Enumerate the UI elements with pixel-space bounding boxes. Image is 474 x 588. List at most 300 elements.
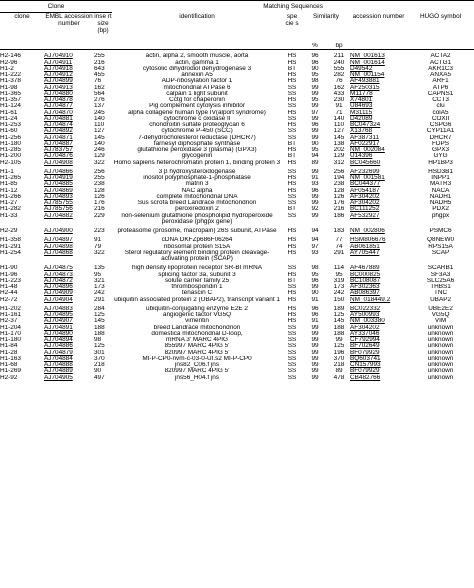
embl-accession-link[interactable]: AJ704913 <box>44 84 73 91</box>
clone-cell: H1-1 <box>0 168 14 175</box>
embl-accession-link[interactable]: AJ704882 <box>44 212 73 219</box>
insert-size-cell: 188 <box>94 324 105 331</box>
percent-cell: 99 <box>311 84 319 91</box>
species-cell: HS <box>287 159 297 166</box>
hugo-symbol-cell: ACTG1 <box>429 59 452 66</box>
bp-cell: 140 <box>333 115 345 122</box>
insert-size-cell: 216 <box>94 59 105 66</box>
hugo-symbol-cell: VIM <box>434 318 447 325</box>
hugo-symbol-cell: SLC25A6 <box>426 277 455 284</box>
bp-cell: 110 <box>333 122 345 128</box>
accession-link[interactable]: NM_002806 <box>350 228 385 234</box>
embl-accession-link[interactable]: AJ704888 <box>44 362 73 368</box>
species-cell: HS <box>287 181 297 188</box>
identification-cell: cDNA DKFZp686F06264 <box>161 237 233 244</box>
accession-link[interactable]: AF304202 <box>350 193 380 200</box>
embl-accession-link[interactable]: AJ704866 <box>44 168 73 175</box>
bp-cell: 186 <box>333 212 345 219</box>
bp-cell: 89 <box>335 368 343 375</box>
accession-link[interactable]: D49542 <box>350 65 373 72</box>
species-cell: HS <box>287 312 297 318</box>
species-cell: SS <box>287 355 297 362</box>
accession-link[interactable]: BQ603741 <box>350 355 381 362</box>
species-cell: BT <box>287 277 297 284</box>
insert-size-cell: 145 <box>94 318 105 325</box>
bp-cell: 242 <box>333 290 345 297</box>
accession-link[interactable]: BC047324 <box>350 122 381 128</box>
species-cell: HS <box>287 237 297 244</box>
hugo-symbol-cell: CCT3 <box>432 97 449 103</box>
insert-size-cell: 643 <box>94 65 105 72</box>
species-cell: HS <box>287 271 297 278</box>
identification-cell: ADP-ribosylation factor 1 <box>161 78 233 85</box>
accession-link[interactable]: AY705447 <box>350 249 380 256</box>
bp-cell: 189 <box>333 305 345 312</box>
percent-cell: 99 <box>311 324 319 331</box>
species-cell: SS <box>287 265 297 272</box>
accession-link[interactable]: BF079929 <box>350 349 380 356</box>
embl-accession-link[interactable]: AJ704886 <box>44 343 73 350</box>
embl-accession-link[interactable]: AJ704871 <box>44 134 73 141</box>
embl-accession-link[interactable]: AJ704869 <box>44 187 73 194</box>
hugo-symbol-cell: unknown <box>427 374 454 381</box>
clone-cell: H1-222 <box>0 72 21 78</box>
embl-accession-link[interactable]: AJ704876 <box>44 153 73 160</box>
bp-cell: 162 <box>333 84 345 91</box>
accession-link[interactable]: NM_001154 <box>350 72 385 78</box>
bp-cell: 145 <box>333 318 345 325</box>
embl-accession-link[interactable]: AJ704893 <box>44 193 73 200</box>
embl-accession-link[interactable]: AJ704868 <box>44 249 73 256</box>
embl-accession-link[interactable]: AJ704883 <box>44 305 73 312</box>
accession-link[interactable]: NM_001581 <box>350 175 385 181</box>
insert-size-cell: 291 <box>94 296 105 303</box>
bp-cell: 211 <box>333 53 345 60</box>
clone-cell: H1-204 <box>0 324 21 331</box>
clone-cell: H2-37 <box>0 318 18 325</box>
percent-cell: 91 <box>311 296 319 303</box>
species-cell: SS <box>287 284 297 290</box>
table-row <box>0 250 474 263</box>
identification-cell: splicing factor 3a, subunit 3 <box>158 271 236 278</box>
accession-link[interactable]: U84693 <box>350 103 373 110</box>
insert-size-cell: 140 <box>94 140 105 147</box>
clone-cell: H2-72 <box>0 296 18 303</box>
bp-cell: 99 <box>335 337 343 343</box>
bp-cell: 240 <box>333 59 345 66</box>
percent-cell: 95 <box>311 72 319 78</box>
bp-cell: 194 <box>333 175 345 181</box>
embl-accession-link[interactable]: AJ704912 <box>44 72 73 78</box>
percent-cell: 90 <box>311 290 319 297</box>
bp-cell: 91 <box>335 103 343 110</box>
clone-cell: H1-124 <box>0 103 21 110</box>
clone-cell: H1-254 <box>0 249 21 256</box>
identification-cell: 820997 MARC 4PIG 5' <box>164 368 230 375</box>
clone-cell: H1-180 <box>0 337 21 343</box>
percent-cell: 95 <box>311 271 319 278</box>
identification-cell: MI-P-CP0-nvm-c-03-0-UI.s2 MI-P-CP0 <box>142 355 252 362</box>
species-cell: HS <box>287 97 297 103</box>
embl-accession-link[interactable]: AJ704897 <box>44 237 73 244</box>
bp-cell: 218 <box>333 362 345 368</box>
percent-cell: 99 <box>311 200 319 206</box>
insert-size-cell: 126 <box>94 193 105 200</box>
species-cell: HS <box>287 72 297 78</box>
embl-accession-link[interactable]: AJ704890 <box>44 330 73 337</box>
percent-cell: 93 <box>311 181 319 188</box>
embl-accession-link[interactable]: AJ704874 <box>44 122 73 128</box>
accession-link[interactable]: X74801 <box>350 97 373 103</box>
embl-accession-link[interactable]: AJ704911 <box>44 59 73 66</box>
hugo-symbol-cell: NADH5 <box>429 200 452 206</box>
accession-link[interactable]: AF022917 <box>350 140 380 147</box>
bp-cell: 312 <box>333 159 345 166</box>
species-cell: HS <box>287 122 297 128</box>
bp-cell: 114 <box>333 265 345 272</box>
bp-cell: 74 <box>335 243 343 250</box>
identification-cell: solute carrier family 25 <box>164 277 230 284</box>
bp-cell: 256 <box>333 168 345 175</box>
hugo-symbol-cell: CYP11A1 <box>426 128 455 135</box>
percent-cell: 99 <box>311 343 319 350</box>
species-cell: SS <box>287 362 297 368</box>
percent-cell: 94 <box>311 153 319 160</box>
identification-cell: farnesyl diphosphate synthase <box>153 140 241 147</box>
clone-cell: H1-200 <box>0 153 21 160</box>
percent-cell: 99 <box>311 355 319 362</box>
identification-cell: proteasome (prosome, macropain) 26S subunit, ATPase <box>117 228 277 234</box>
accession-link[interactable]: AF493881 <box>350 78 380 85</box>
species-cell: HS <box>287 109 297 116</box>
clone-cell: H2-96 <box>0 59 18 66</box>
embl-accession-link[interactable]: AJ704870 <box>44 109 73 116</box>
identification-cell: actin, gamma 1 <box>175 59 219 66</box>
insert-size-cell: 95 <box>94 271 102 278</box>
species-cell: HS <box>287 187 297 194</box>
accession-link[interactable]: M11778 <box>350 90 373 97</box>
insert-size-cell: 322 <box>94 249 105 256</box>
bp-cell: 128 <box>333 187 345 194</box>
bp-cell: 125 <box>333 312 345 318</box>
clone-cell: H1-96 <box>0 271 18 278</box>
hugo-symbol-cell: UBAP2 <box>430 296 452 303</box>
embl-accession-link[interactable]: AJ704895 <box>44 312 73 318</box>
accession-link[interactable]: AF304202 <box>350 200 380 206</box>
accession-link[interactable]: AF054187 <box>350 187 380 194</box>
percent-cell: 99 <box>311 212 319 219</box>
insert-size-cell: 564 <box>94 90 105 97</box>
species-cell: HS <box>287 243 297 250</box>
clone-cell: H1-48 <box>0 284 18 290</box>
embl-accession-link[interactable]: AJ704872 <box>44 277 73 284</box>
percent-cell: 97 <box>311 109 319 116</box>
accession-link[interactable]: NM_001614 <box>350 59 385 66</box>
species-cell: BT <box>287 65 297 72</box>
clone-cell: H1-161 <box>0 312 21 318</box>
identification-cell: non-selenium glutathione phospholipid hydroperoxide peroxidase (phgpx gene) <box>121 212 273 225</box>
embl-accession-link[interactable]: AJ704907 <box>44 318 73 325</box>
accession-link[interactable]: AB086397 <box>350 290 380 297</box>
accession-link[interactable]: AY500993 <box>350 312 380 318</box>
embl-accession-link[interactable]: AJ704894 <box>44 337 73 343</box>
hugo-symbol-cell: Q8NEW0 <box>427 237 455 244</box>
insert-size-cell: 125 <box>94 312 105 318</box>
embl-accession-link[interactable]: AJ704887 <box>44 140 73 147</box>
accession-link[interactable]: AF250315 <box>350 84 380 91</box>
percent-cell: 99 <box>311 284 319 290</box>
percent-cell: 99 <box>311 368 319 375</box>
clone-cell: H2-146 <box>0 53 21 60</box>
accession-link[interactable]: D42089 <box>350 115 373 122</box>
identification-cell: cytosolic dihydrodiol dehydrogenase 3 <box>142 65 252 72</box>
insert-size-cell: 276 <box>94 97 105 103</box>
percent-cell: 99 <box>311 193 319 200</box>
percent-cell: 96 <box>311 122 319 128</box>
identification-cell: glycogenin <box>181 153 213 160</box>
bp-cell: 238 <box>333 181 345 188</box>
species-cell: SS <box>287 115 297 122</box>
identification-cell: Cctg for chaperonin <box>169 97 225 103</box>
accession-link[interactable]: AF232699 <box>350 168 380 175</box>
hugo-symbol-cell: ATP6 <box>432 84 449 91</box>
accession-link[interactable]: BC000825 <box>350 271 381 278</box>
hugo-symbol-cell: DHCR7 <box>429 134 452 141</box>
identification-cell: Pig complement cytolysis inhibitor <box>149 103 245 110</box>
accession-link[interactable]: NM_001613 <box>350 53 385 60</box>
embl-accession-link[interactable]: AJ704891 <box>44 324 73 331</box>
header-similarity: Similarity <box>313 12 339 20</box>
accession-link[interactable]: AF467889 <box>350 265 380 272</box>
percent-cell: 97 <box>311 243 319 250</box>
header-units-row <box>0 43 474 50</box>
accession-link[interactable]: BF702649 <box>350 343 380 350</box>
bp-cell: 555 <box>333 65 345 72</box>
insert-size-cell: 76 <box>94 78 102 85</box>
identification-cell: peroxiredoxin 2 <box>175 206 219 213</box>
hugo-symbol-cell: unknown <box>427 349 454 356</box>
embl-accession-link[interactable]: AJ704885 <box>44 181 73 188</box>
hugo-symbol-cell: TNC <box>433 290 448 297</box>
identification-cell: 855997 MARC 4PIG 5' <box>164 343 230 350</box>
embl-accession-link[interactable]: AJ704879 <box>44 349 73 356</box>
hugo-symbol-cell: unknown <box>427 337 454 343</box>
header-clone: clone <box>14 13 30 20</box>
hugo-symbol-cell: unknown <box>427 355 454 362</box>
percent-cell: 99 <box>311 374 319 381</box>
embl-accession-link[interactable]: AJ704900 <box>44 228 73 234</box>
percent-cell: 96 <box>311 187 319 194</box>
clone-cell: H1-170 <box>0 330 21 337</box>
insert-size-cell: 176 <box>94 200 105 206</box>
percent-cell: 99 <box>311 90 319 97</box>
clone-cell: H1-98 <box>0 84 18 91</box>
embl-accession-link[interactable]: AJ704884 <box>44 355 73 362</box>
embl-accession-link[interactable]: AJ704899 <box>44 78 73 85</box>
species-cell: HS <box>287 53 297 60</box>
percent-cell: 96 <box>311 305 319 312</box>
insert-size-cell: 242 <box>94 290 105 297</box>
embl-accession-link[interactable]: AJ704896 <box>44 284 73 290</box>
embl-accession-link[interactable]: AJ704919 <box>44 175 73 181</box>
accession-link[interactable]: BC111252 <box>350 206 380 213</box>
bp-cell: 126 <box>333 193 345 200</box>
bp-cell: 125 <box>333 343 345 350</box>
insert-size-cell: 91 <box>94 237 102 244</box>
percent-cell: 99 <box>311 128 319 135</box>
bp-cell: 216 <box>333 206 345 213</box>
percent-cell: 91 <box>311 175 319 181</box>
header-identification: identification <box>179 12 215 20</box>
identification-cell: tenascin C <box>181 290 213 297</box>
accession-link[interactable]: NM_002084 <box>350 147 385 153</box>
identification-cell: Sus scrofa breed Landrace mitochondrion <box>137 200 257 206</box>
percent-cell: 99 <box>311 337 319 343</box>
species-cell: BT <box>287 206 297 213</box>
embl-accession-link[interactable]: AJ704889 <box>44 368 73 375</box>
embl-accession-link[interactable]: AJ704910 <box>44 53 73 60</box>
species-cell: HS <box>287 290 297 297</box>
species-cell: HS <box>287 175 297 181</box>
insert-size-cell: 218 <box>94 362 105 368</box>
accession-link[interactable]: HSM806676 <box>350 237 386 244</box>
accession-link[interactable]: AY337046 <box>350 330 380 337</box>
insert-size-cell: 229 <box>94 212 105 219</box>
accession-link[interactable]: BF079929 <box>350 368 380 375</box>
embl-accession-link[interactable]: AJ783757 <box>44 147 73 153</box>
accession-link[interactable]: BC045660 <box>350 159 381 166</box>
identification-cell: mitochondrial ATPase 6 <box>163 84 231 91</box>
clone-cell: H1-27 <box>0 200 18 206</box>
species-cell: SS <box>287 212 297 219</box>
accession-link[interactable]: M31115 <box>350 109 373 116</box>
hugo-symbol-cell: GYG <box>433 153 448 160</box>
clone-cell: H1-357 <box>0 97 21 103</box>
accession-link[interactable]: CN157993 <box>350 362 381 368</box>
accession-link[interactable]: BC022332 <box>350 305 381 312</box>
species-cell: HS <box>287 59 297 66</box>
clone-cell: H1-266 <box>0 193 21 200</box>
species-cell: SS <box>287 128 297 135</box>
unit-percent: % <box>302 43 328 50</box>
clone-cell: H1-163 <box>0 355 21 362</box>
accession-link[interactable]: BC044377 <box>350 181 381 188</box>
bp-cell: 173 <box>333 284 345 290</box>
species-cell: SS <box>287 324 297 331</box>
species-cell: SS <box>287 330 297 337</box>
accession-link[interactable]: AF302363 <box>350 284 380 290</box>
accession-link[interactable]: X13768 <box>350 128 373 135</box>
bp-cell: 478 <box>333 374 345 381</box>
species-cell: SS <box>287 368 297 375</box>
clone-cell: H1-68 <box>0 362 18 368</box>
header-insert-size: inse rt size (bp) <box>94 13 112 34</box>
embl-accession-link[interactable]: AJ704909 <box>44 290 73 297</box>
accession-link[interactable]: AB061851 <box>350 243 380 250</box>
embl-accession-link[interactable]: AJ704904 <box>44 296 73 303</box>
percent-cell: 98 <box>311 78 319 85</box>
clone-cell: H1-291 <box>0 243 21 250</box>
accession-link[interactable]: CB482766 <box>350 374 381 381</box>
bp-cell: 282 <box>333 72 345 78</box>
header-matching-group: Matching Sequences <box>112 1 474 13</box>
bp-cell: 188 <box>333 324 345 331</box>
identification-cell: thrombospondin 1 <box>171 284 223 290</box>
accession-link[interactable]: BC108087 <box>350 277 381 284</box>
identification-cell: alpha collagene human type IV(alport syndrome) <box>128 109 266 116</box>
percent-cell: 95 <box>311 147 319 153</box>
accession-link[interactable]: AF387311 <box>350 134 380 141</box>
insert-size-cell: 301 <box>94 349 105 356</box>
accession-link[interactable]: AF304202 <box>350 324 380 331</box>
identification-cell: 3 β hydroxysteroidogenase <box>158 168 236 175</box>
clone-cell: H1-61 <box>0 109 18 116</box>
embl-accession-link[interactable]: AJ704918 <box>44 65 73 72</box>
percent-cell: 99 <box>311 168 319 175</box>
embl-accession-link[interactable]: AJ704908 <box>44 159 73 166</box>
embl-accession-link[interactable]: AJ785756 <box>44 206 73 213</box>
identification-cell: high density lipoprotein receptor SR-BI mRNA <box>132 265 263 272</box>
hugo-symbol-cell: CSPG6 <box>429 122 452 128</box>
embl-accession-link[interactable]: AJ704877 <box>44 103 73 110</box>
embl-accession-link[interactable]: AJ704898 <box>44 243 73 250</box>
embl-accession-link[interactable]: AJ704881 <box>44 115 73 122</box>
header-group-row <box>0 1 474 13</box>
insert-size-cell: 223 <box>94 228 105 234</box>
identification-cell: matrin 3 <box>185 181 209 188</box>
embl-accession-link[interactable]: AJ785755 <box>44 200 73 206</box>
clone-cell: H1-90 <box>0 265 18 272</box>
embl-accession-link[interactable]: AJ704892 <box>44 128 73 135</box>
embl-accession-link[interactable]: AJ704873 <box>44 271 73 278</box>
clone-cell: H1-202 <box>0 305 21 312</box>
embl-accession-link[interactable]: AJ704875 <box>44 265 73 272</box>
accession-link[interactable]: AF532927 <box>350 212 380 219</box>
species-cell: SS <box>287 84 297 91</box>
insert-size-cell: 140 <box>94 115 105 122</box>
accession-link[interactable]: NM_003380 <box>350 318 385 325</box>
accession-link[interactable]: CF792994 <box>350 337 380 343</box>
header-embl: EMBL accession number <box>45 13 93 27</box>
percent-cell: 99 <box>311 115 319 122</box>
bp-cell: 150 <box>333 296 345 303</box>
embl-accession-link[interactable]: AJ704878 <box>44 97 73 103</box>
hugo-symbol-cell: unknown <box>427 324 454 331</box>
bp-cell: 138 <box>333 140 345 147</box>
insert-size-cell: 162 <box>94 84 105 91</box>
hugo-symbol-cell: CAPNS1 <box>427 90 454 97</box>
clone-cell: H1-253 <box>0 122 21 128</box>
identification-cell: jns56_H04.f jns <box>174 374 220 381</box>
species-cell: HS <box>287 296 297 303</box>
header-accession: accession number <box>352 12 405 20</box>
insert-size-cell: 137 <box>94 103 105 110</box>
percent-cell: 99 <box>311 134 319 141</box>
identification-cell: Homo sapiens heterochromatin protein 1, binding protein 3 <box>113 159 281 166</box>
insert-size-cell: 322 <box>94 159 105 166</box>
hugo-symbol-cell: NACA <box>431 187 450 194</box>
accession-link[interactable]: NM_018449.2 <box>350 296 391 303</box>
identification-cell: NAC alpha <box>181 187 213 194</box>
accession-link[interactable]: U14396 <box>350 153 373 160</box>
identification-cell: vimentin <box>185 318 209 325</box>
hugo-symbol-cell: PDX2 <box>432 206 449 213</box>
embl-accession-link[interactable]: AJ704880 <box>44 90 73 97</box>
embl-accession-link[interactable]: AJ704905 <box>44 374 73 381</box>
insert-size-cell: 255 <box>94 175 105 181</box>
species-cell: SS <box>287 349 297 356</box>
clone-cell: H2-29 <box>0 228 18 234</box>
